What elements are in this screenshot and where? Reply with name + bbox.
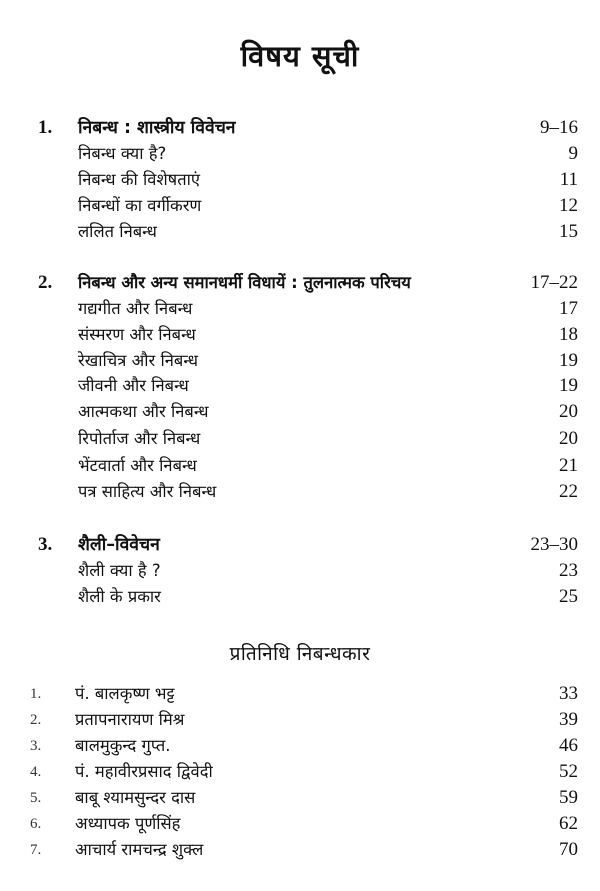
author-name: बाबू श्यामसुन्दर दास [75,788,196,807]
toc-entry[interactable] [0,167,600,193]
section-number: 1. [38,117,53,138]
toc-entry[interactable] [0,399,600,425]
entry-page: 19 [559,350,578,371]
toc-entry[interactable] [0,479,600,505]
author-number: 5. [30,790,42,806]
toc-entry[interactable] [0,426,600,452]
author-number: 6. [30,816,42,832]
section-number: 3. [38,534,53,555]
author-entry[interactable] [0,681,600,707]
author-entry[interactable] [0,759,600,785]
author-name: अध्यापक पूर्णसिंह [75,814,181,833]
authors-heading: प्रतिनिधि निबन्धकार [229,643,371,665]
section-page-range: 17–22 [530,272,578,293]
author-entry[interactable] [0,811,600,837]
entry-title: निबन्ध क्या है? [78,144,167,163]
author-page: 46 [559,735,578,756]
author-page: 33 [559,683,578,704]
toc-entry[interactable] [0,558,600,584]
author-page: 70 [559,839,578,860]
entry-page: 12 [559,195,578,216]
toc-entry[interactable] [0,348,600,374]
entry-title: शैली क्या है ? [78,561,161,580]
author-number: 3. [30,738,42,754]
author-number: 1. [30,686,42,702]
entry-page: 17 [559,298,578,319]
toc-entry[interactable] [0,584,600,610]
entry-page: 19 [559,375,578,396]
entry-page: 22 [559,481,578,502]
entry-page: 18 [559,324,578,345]
section-header[interactable] [0,532,600,558]
entry-title: गद्यगीत और निबन्ध [78,299,193,318]
toc-entry[interactable] [0,373,600,399]
toc-entry[interactable] [0,219,600,245]
entry-page: 23 [559,560,578,581]
section-title: निबन्ध : शास्त्रीय विवेचन [78,118,236,138]
author-name: आचार्य रामचन्द्र शुक्ल [75,840,204,859]
toc-entry[interactable] [0,322,600,348]
author-entry[interactable] [0,733,600,759]
author-page: 62 [559,813,578,834]
entry-title: निबन्ध की विशेषताएं [78,170,201,189]
author-page: 39 [559,709,578,730]
section-title: निबन्ध और अन्य समानधर्मी विधायें : तुलनात्मक परिचय [78,273,411,292]
entry-title: रिपोर्ताज और निबन्ध [78,429,201,448]
entry-title: जीवनी और निबन्ध [78,376,189,395]
section-title: शैली–विवेचन [78,535,160,555]
author-entry[interactable] [0,837,600,863]
author-page: 52 [559,761,578,782]
author-entry[interactable] [0,785,600,811]
entry-title: भेंटवार्ता और निबन्ध [78,456,197,475]
entry-page: 20 [559,401,578,422]
entry-title: निबन्धों का वर्गीकरण [78,196,202,215]
author-name: पं. महावीरप्रसाद द्विवेदी [75,762,213,781]
author-number: 7. [30,842,42,858]
entry-page: 9 [568,143,578,164]
section-page-range: 9–16 [540,117,578,138]
section-number: 2. [38,272,53,293]
author-name: प्रतापनारायण मिश्र [75,710,185,729]
entry-page: 11 [559,169,578,190]
entry-title: ललित निबन्ध [78,222,157,241]
page-title: विषय सूची [240,39,360,73]
entry-page: 15 [559,221,578,242]
section-page-range: 23–30 [530,534,578,555]
entry-page: 21 [559,455,578,476]
section-header[interactable] [0,115,600,141]
section-header[interactable] [0,270,600,296]
entry-title: पत्र साहित्य और निबन्ध [78,482,217,501]
entry-title: रेखाचित्र और निबन्ध [78,351,199,370]
toc-entry[interactable] [0,296,600,322]
entry-page: 20 [559,428,578,449]
entry-title: शैली के प्रकार [78,587,161,606]
toc-entry[interactable] [0,141,600,167]
author-number: 4. [30,764,42,780]
author-entry[interactable] [0,707,600,733]
toc-entry[interactable] [0,193,600,219]
entry-page: 25 [559,586,578,607]
author-page: 59 [559,787,578,808]
entry-title: संस्मरण और निबन्ध [78,325,196,344]
entry-title: आत्मकथा और निबन्ध [78,402,209,421]
toc-entry[interactable] [0,453,600,479]
author-name: पं. बालकृष्ण भट्ट [75,684,175,703]
author-number: 2. [30,712,42,728]
author-name: बालमुकुन्द गुप्त. [75,736,171,755]
